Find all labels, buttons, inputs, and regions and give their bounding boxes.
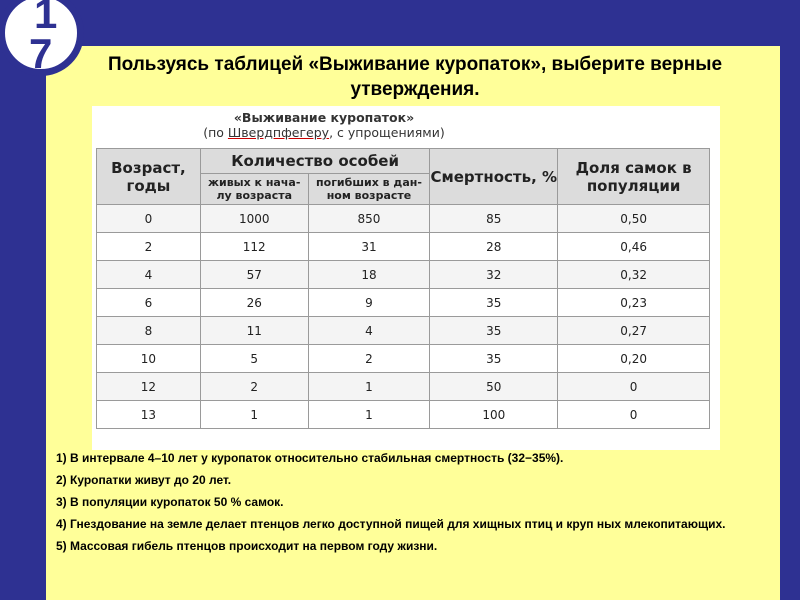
slide-title: Пользуясь таблицей «Выживание куропаток», выберите верные утверждения. [107, 54, 723, 100]
cell-alive: 11 [200, 317, 308, 345]
subtitle-author: Швердпфегеру [227, 125, 330, 140]
header-age: Возраст, годы [97, 149, 201, 205]
cell-females: 0,23 [558, 289, 710, 317]
cell-females: 0 [558, 401, 710, 429]
cell-age: 6 [97, 289, 201, 317]
table-row [97, 373, 710, 401]
table-row [97, 345, 710, 373]
statement-1: 1) В интервале 4–10 лет у куропаток относительно стабильная смертность (32−35%). [56, 451, 564, 465]
table-figure [92, 106, 720, 450]
table-row [97, 289, 710, 317]
cell-mortality: 28 [430, 233, 558, 261]
header-count-group: Количество особей [200, 149, 429, 174]
cell-alive: 1000 [200, 205, 308, 233]
cell-alive: 2 [200, 373, 308, 401]
cell-age: 2 [97, 233, 201, 261]
table-row [97, 401, 710, 429]
table-row [97, 317, 710, 345]
cell-females: 0,32 [558, 261, 710, 289]
statement-3: 3) В популяции куропаток 50 % самок. [56, 495, 284, 509]
cell-mortality: 100 [430, 401, 558, 429]
slide-number-digit-1: 1 [34, 0, 58, 37]
cell-alive: 57 [200, 261, 308, 289]
cell-mortality: 50 [430, 373, 558, 401]
subtitle-prefix: (по [203, 125, 228, 140]
cell-females: 0,46 [558, 233, 710, 261]
cell-females: 0 [558, 373, 710, 401]
header-dead: погибших в дан-ном возрасте [308, 174, 430, 205]
cell-dead: 850 [308, 205, 430, 233]
cell-dead: 1 [308, 373, 430, 401]
cell-age: 8 [97, 317, 201, 345]
table-row [97, 205, 710, 233]
cell-females: 0,50 [558, 205, 710, 233]
header-alive: живых к нача-лу возраста [200, 174, 308, 205]
cell-age: 12 [97, 373, 201, 401]
cell-dead: 31 [308, 233, 430, 261]
table-subtitle [104, 125, 544, 140]
cell-females: 0,27 [558, 317, 710, 345]
cell-mortality: 35 [430, 345, 558, 373]
slide-number-digit-2: 7 [29, 30, 53, 76]
cell-age: 0 [97, 205, 201, 233]
cell-alive: 1 [200, 401, 308, 429]
cell-age: 4 [97, 261, 201, 289]
cell-mortality: 35 [430, 317, 558, 345]
cell-dead: 18 [308, 261, 430, 289]
cell-alive: 26 [200, 289, 308, 317]
statement-4: 4) Гнездование на земле делает птенцов легко доступной пищей для хищных птиц и круп ных млекопитающих. [56, 517, 726, 531]
subtitle-suffix: , с упрощениями) [329, 125, 445, 140]
cell-dead: 1 [308, 401, 430, 429]
cell-mortality: 32 [430, 261, 558, 289]
table-title: «Выживание куропаток» [233, 110, 415, 125]
header-females: Доля самок в популяции [558, 149, 710, 205]
statements-list [56, 450, 778, 560]
statement-5: 5) Массовая гибель птенцов происходит на первом году жизни. [56, 539, 438, 553]
table-caption [104, 110, 544, 140]
cell-mortality: 85 [430, 205, 558, 233]
cell-age: 10 [97, 345, 201, 373]
statement-2: 2) Куропатки живут до 20 лет. [56, 473, 232, 487]
cell-dead: 9 [308, 289, 430, 317]
cell-alive: 112 [200, 233, 308, 261]
cell-mortality: 35 [430, 289, 558, 317]
cell-dead: 4 [308, 317, 430, 345]
cell-dead: 2 [308, 345, 430, 373]
cell-alive: 5 [200, 345, 308, 373]
survival-table [96, 148, 710, 429]
header-mortality: Смертность, % [430, 149, 558, 205]
cell-age: 13 [97, 401, 201, 429]
table-row [97, 233, 710, 261]
cell-females: 0,20 [558, 345, 710, 373]
table-row [97, 261, 710, 289]
